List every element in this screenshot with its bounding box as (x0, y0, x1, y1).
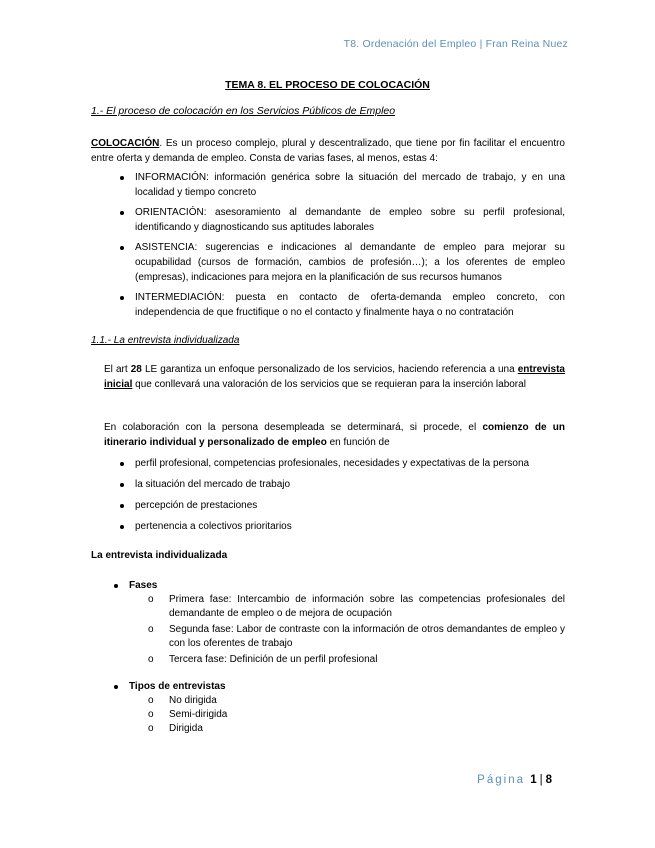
list-item: o Tercera fase: Definición de un perfil profesional (148, 654, 378, 665)
running-header: T8. Ordenación del Empleo | Fran Reina Nuez (343, 38, 568, 50)
list-item: INTERMEDIACIÓN: puesta en contacto de oferta-demanda empleo concreto, con independencia de que fructifique o no el contacto y finalmente haya o no contratación (135, 290, 565, 320)
footer-label: Página (477, 774, 525, 786)
fases-bullet (129, 578, 565, 593)
colocacion-paragraph (91, 136, 565, 166)
list-item: percepción de prestaciones (135, 498, 565, 513)
phases-list (135, 170, 565, 320)
list-item: o Segunda fase: Labor de contraste con la información de otros demandantes de empleo y con los oferentes de trabajo (148, 624, 565, 649)
list-item: o No dirigida (148, 695, 217, 706)
list-item: o Dirigida (148, 723, 203, 734)
page-number: 1 (530, 774, 537, 786)
list-item: la situación del mercado de trabajo (135, 477, 565, 492)
list-item: Tipos de entrevistas (129, 679, 565, 694)
term-colocacion: COLOCACIÓN (91, 138, 160, 149)
page-total: 8 (545, 774, 552, 786)
section-heading-1: 1.- El proceso de colocación en los Servicios Públicos de Empleo (91, 105, 396, 117)
list-item: ORIENTACIÓN: asesoramiento al demandante de empleo sobre su perfil profesional, identificando y diagnosticando sus aptitudes laborales (135, 205, 565, 235)
section-heading-1-1: 1.1.- La entrevista individualizada (91, 335, 240, 346)
tipos-list (148, 694, 565, 736)
tipos-bullet (129, 679, 565, 694)
colocacion-text: . Es un proceso complejo, plural y descentralizado, que tiene por fin facilitar el encuentro entre oferta y demanda de empleo. Consta de varias fases, al menos, estas 4: (91, 138, 565, 164)
list-item: perfil profesional, competencias profesionales, necesidades y expectativas de la persona (135, 456, 565, 471)
itinerary-paragraph: En colaboración con la persona desempleada se determinará, si procede, el comienzo de un itinerario individual y personalizado de empleo en función de (104, 422, 565, 448)
footer-separator: | (539, 774, 543, 786)
page-footer (477, 774, 552, 786)
interview-heading: La entrevista individualizada (91, 550, 228, 561)
list-item: Fases (129, 578, 565, 593)
list-item: INFORMACIÓN: información genérica sobre la situación del mercado de trabajo, y en una localidad y tiempo concreto (135, 170, 565, 200)
page-title: TEMA 8. EL PROCESO DE COLOCACIÓN (225, 79, 430, 91)
list-item: o Semi-dirigida (148, 709, 228, 720)
list-item: o Primera fase: Intercambio de información sobre las competencias profesionales del demandante de empleo o de mejora de ocupación (148, 594, 565, 619)
art28-paragraph: El art 28 LE garantiza un enfoque personalizado de los servicios, haciendo referencia a una entrevista inicial que conllevará una valoración de los servicios que se requieran para la inserción laboral (104, 364, 565, 390)
factors-list (135, 456, 565, 534)
fases-list (148, 593, 565, 667)
list-item: ASISTENCIA: sugerencias e indicaciones al demandante de empleo para mejorar su ocupabilidad (cursos de formación, cambios de profesión…); a los oferentes de empleo (empresas), indicaciones para mejora en la planificación de sus recursos humanos (135, 240, 565, 285)
list-item: pertenencia a colectivos prioritarios (135, 519, 565, 534)
